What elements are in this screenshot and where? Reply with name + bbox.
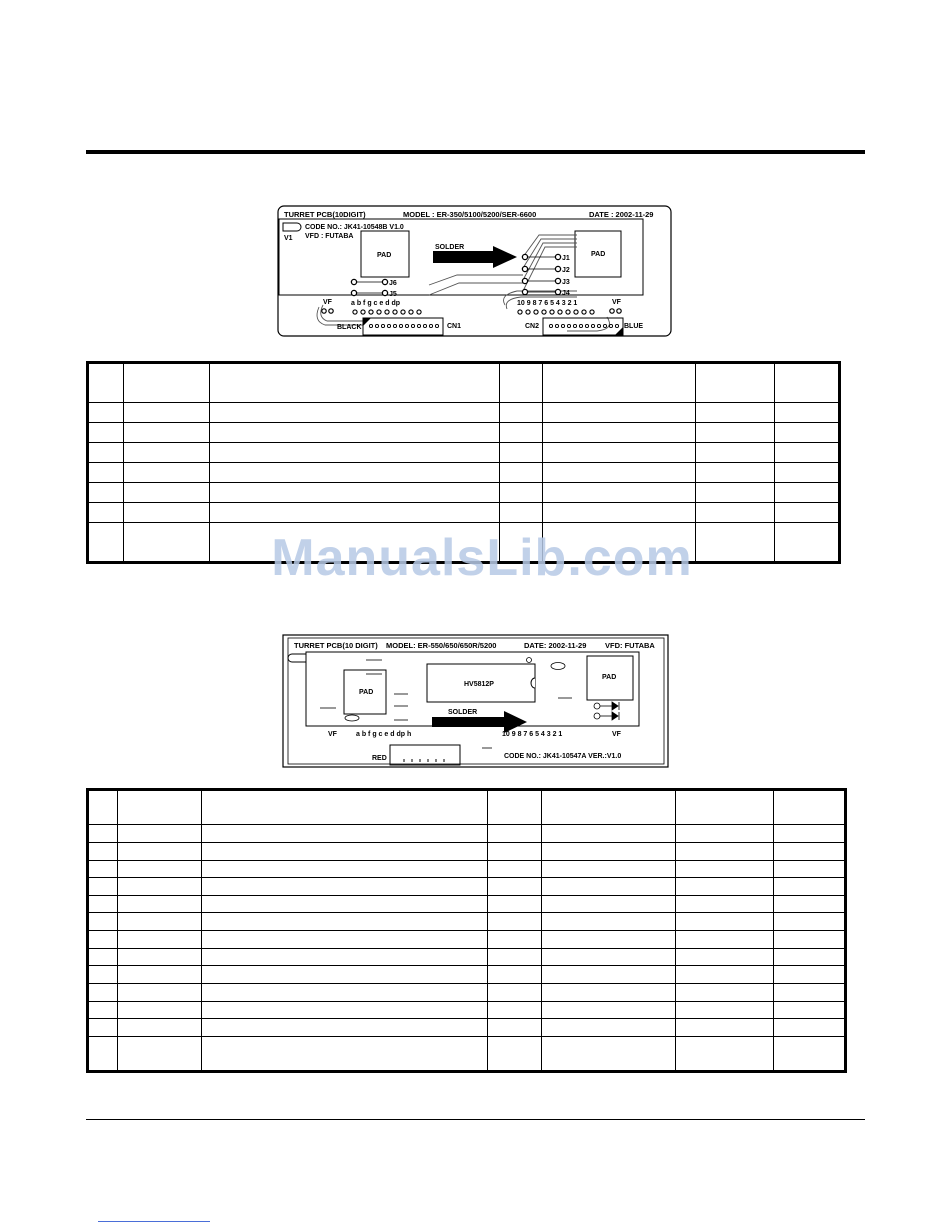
pcb1-black: BLACK [337, 324, 362, 331]
table-cell [202, 842, 488, 860]
table-cell [774, 878, 846, 896]
table-cell [543, 423, 696, 443]
pcb1-j1: J1 [562, 255, 570, 262]
table-cell [118, 878, 202, 896]
table-cell [88, 948, 118, 966]
pcb1-title: TURRET PCB(10DIGIT) [284, 210, 366, 219]
table-cell [202, 931, 488, 949]
table-cell [775, 503, 840, 523]
table-cell [118, 895, 202, 913]
table-cell [88, 790, 118, 825]
watermark: ManualsLib.com [271, 529, 693, 587]
table-cell [775, 463, 840, 483]
table-cell [118, 860, 202, 878]
table-cell [88, 895, 118, 913]
pcb2-ic: HV5812P [464, 681, 494, 688]
table-cell [488, 913, 542, 931]
table-cell [88, 913, 118, 931]
table-cell [543, 403, 696, 423]
pcb-diagram-1 [277, 205, 672, 337]
table-cell [88, 423, 124, 443]
table-cell [124, 463, 210, 483]
footer-link-underline[interactable] [98, 1221, 210, 1222]
table-cell [88, 966, 118, 984]
table-cell [118, 1036, 202, 1071]
table-cell [696, 483, 775, 503]
table-cell [88, 842, 118, 860]
table-cell [488, 966, 542, 984]
pcb2-pad-right: PAD [602, 674, 617, 681]
table-cell [696, 423, 775, 443]
table-cell [88, 483, 124, 503]
pcb1-cn1: CN1 [447, 323, 462, 330]
table-cell [202, 983, 488, 1001]
table-cell [543, 443, 696, 463]
table-cell [774, 931, 846, 949]
table-cell [542, 878, 676, 896]
table-cell [118, 825, 202, 843]
table-cell [488, 983, 542, 1001]
table-cell [210, 403, 500, 423]
table-cell [88, 443, 124, 463]
pcb1-digits: 10 9 8 7 6 5 4 3 2 1 [517, 300, 578, 307]
table-cell [696, 463, 775, 483]
table-row [88, 860, 846, 878]
pcb1-j6: J6 [389, 280, 397, 287]
table-row [88, 895, 846, 913]
table-cell [696, 403, 775, 423]
table-cell [202, 860, 488, 878]
pcb2-digits: 10 9 8 7 6 5 4 3 2 1 [502, 731, 563, 738]
table-cell [88, 983, 118, 1001]
table-cell [774, 842, 846, 860]
table-cell [124, 403, 210, 423]
table-cell [542, 790, 676, 825]
table-cell [88, 403, 124, 423]
table-cell [202, 895, 488, 913]
table-cell [488, 825, 542, 843]
table-cell [488, 948, 542, 966]
table-cell [210, 463, 500, 483]
table-cell [775, 443, 840, 463]
pcb1-vf-right: VF [612, 299, 621, 306]
table-cell [542, 1001, 676, 1019]
table-cell [118, 913, 202, 931]
table-row [88, 842, 846, 860]
table-cell [488, 1036, 542, 1071]
table-cell [676, 1036, 774, 1071]
table-cell [88, 931, 118, 949]
table-cell [774, 825, 846, 843]
table-cell [488, 790, 542, 825]
pcb2-red: RED [372, 755, 387, 762]
table-cell [775, 483, 840, 503]
table-row [88, 878, 846, 896]
table-cell [118, 948, 202, 966]
table-cell [118, 983, 202, 1001]
pcb1-vf-left: VF [323, 299, 332, 306]
table-row [88, 483, 840, 503]
table-cell [202, 878, 488, 896]
top-rule [86, 150, 865, 154]
pcb1-blue: BLUE [624, 323, 644, 330]
table-cell [500, 403, 543, 423]
table-cell [542, 966, 676, 984]
table-row [88, 443, 840, 463]
table-cell [118, 931, 202, 949]
pcb1-j2: J2 [562, 267, 570, 274]
table-cell [775, 423, 840, 443]
table-cell [542, 983, 676, 1001]
table-cell [676, 948, 774, 966]
table-row [88, 948, 846, 966]
table-row [88, 790, 846, 825]
table-cell [124, 423, 210, 443]
table-cell [696, 363, 775, 403]
table-row [88, 983, 846, 1001]
table-cell [676, 1019, 774, 1037]
table-row [88, 503, 840, 523]
table-cell [676, 825, 774, 843]
table-cell [118, 790, 202, 825]
table-cell [88, 878, 118, 896]
table-cell [542, 948, 676, 966]
table-cell [542, 1019, 676, 1037]
table-cell [488, 842, 542, 860]
table-cell [488, 1001, 542, 1019]
pcb1-v1: V1 [284, 235, 293, 242]
table-cell [88, 463, 124, 483]
table-cell [488, 931, 542, 949]
pcb1-cn2: CN2 [525, 323, 540, 330]
table-cell [88, 1001, 118, 1019]
table-cell [543, 483, 696, 503]
pcb1-j4: J4 [562, 290, 570, 297]
table-cell [542, 842, 676, 860]
pcb2-date: DATE: 2002-11-29 [524, 641, 587, 650]
table-cell [542, 931, 676, 949]
pcb1-model: MODEL : ER-350/5100/5200/SER-6600 [403, 210, 537, 219]
pcb2-title: TURRET PCB(10 DIGIT) [294, 641, 378, 650]
bottom-rule [86, 1119, 865, 1120]
table-cell [202, 1001, 488, 1019]
table-cell [202, 790, 488, 825]
table-cell [676, 913, 774, 931]
table-cell [488, 895, 542, 913]
table-cell [542, 825, 676, 843]
table-row [88, 1036, 846, 1071]
table-cell [543, 503, 696, 523]
table-cell [774, 948, 846, 966]
table-row [88, 463, 840, 483]
table-cell [202, 913, 488, 931]
pcb1-pad-left: PAD [377, 252, 392, 259]
pcb1-code: CODE NO.: JK41-10548B V1.0 [305, 224, 404, 231]
table-cell [88, 1019, 118, 1037]
table-cell [676, 860, 774, 878]
table-cell [118, 842, 202, 860]
table-cell [500, 363, 543, 403]
table-cell [774, 790, 846, 825]
table-cell [118, 1019, 202, 1037]
table-cell [210, 443, 500, 463]
pcb1-j5: J5 [389, 291, 397, 298]
pcb2-model: MODEL: ER-550/650/650R/5200 [386, 641, 497, 650]
table-row [88, 931, 846, 949]
table-cell [88, 825, 118, 843]
table-cell [202, 1019, 488, 1037]
table-cell [676, 983, 774, 1001]
table-cell [202, 966, 488, 984]
table-cell [210, 503, 500, 523]
table-cell [488, 1019, 542, 1037]
table-cell [88, 1036, 118, 1071]
table-cell [774, 966, 846, 984]
table-cell [88, 860, 118, 878]
table-cell [210, 483, 500, 503]
pcb2-vfd: VFD: FUTABA [605, 641, 655, 650]
table-cell [774, 983, 846, 1001]
pcb2-segments: a b f g c e d dp h [356, 731, 412, 738]
table-cell [774, 1036, 846, 1071]
table-cell [676, 966, 774, 984]
table-cell [676, 1001, 774, 1019]
table-row [88, 825, 846, 843]
table-row [88, 423, 840, 443]
table-cell [676, 878, 774, 896]
table-cell [488, 860, 542, 878]
table-cell [88, 503, 124, 523]
table-row [88, 1019, 846, 1037]
table-cell [775, 363, 840, 403]
table-cell [542, 860, 676, 878]
pcb-diagram-2 [282, 634, 669, 768]
table-cell [210, 423, 500, 443]
table-cell [774, 860, 846, 878]
table-cell [124, 443, 210, 463]
table-cell [774, 913, 846, 931]
table-cell [676, 895, 774, 913]
table-cell [676, 931, 774, 949]
table-row [88, 363, 840, 403]
table-cell [542, 913, 676, 931]
table-cell [124, 363, 210, 403]
table-cell [500, 423, 543, 443]
table-cell [488, 878, 542, 896]
pcb1-date: DATE : 2002-11-29 [589, 210, 654, 219]
table-cell [500, 443, 543, 463]
table-row [88, 403, 840, 423]
table-cell [124, 503, 210, 523]
pcb2-code: CODE NO.: JK41-10547A VER.:V1.0 [504, 753, 622, 760]
table-cell [774, 1001, 846, 1019]
table-row [88, 1001, 846, 1019]
pcb1-j3: J3 [562, 279, 570, 286]
pcb2-pad-left: PAD [359, 689, 374, 696]
table-cell [696, 443, 775, 463]
table-cell [118, 1001, 202, 1019]
table-cell [774, 895, 846, 913]
table-cell [542, 895, 676, 913]
pcb1-segments: a b f g c e d dp [351, 300, 401, 307]
table-cell [676, 790, 774, 825]
table-cell [500, 503, 543, 523]
table-cell [124, 483, 210, 503]
table-cell [500, 483, 543, 503]
parts-table-2 [86, 788, 847, 1073]
table-cell [88, 363, 124, 403]
table-cell [774, 1019, 846, 1037]
table-cell [696, 503, 775, 523]
table-cell [543, 463, 696, 483]
table-cell [202, 825, 488, 843]
table-cell [775, 403, 840, 423]
table-row [88, 913, 846, 931]
pcb1-solder-label: SOLDER [435, 244, 465, 251]
table-cell [210, 363, 500, 403]
table-cell [542, 1036, 676, 1071]
pcb1-pad-right: PAD [591, 251, 606, 258]
table-cell [676, 842, 774, 860]
table-cell [543, 363, 696, 403]
table-cell [202, 948, 488, 966]
pcb1-vfd: VFD : FUTABA [305, 233, 354, 240]
table-cell [202, 1036, 488, 1071]
table-cell [500, 463, 543, 483]
table-cell [118, 966, 202, 984]
pcb2-solder-label: SOLDER [448, 709, 478, 716]
pcb2-vf-right: VF [612, 731, 621, 738]
table-row [88, 966, 846, 984]
pcb2-vf-left: VF [328, 731, 337, 738]
